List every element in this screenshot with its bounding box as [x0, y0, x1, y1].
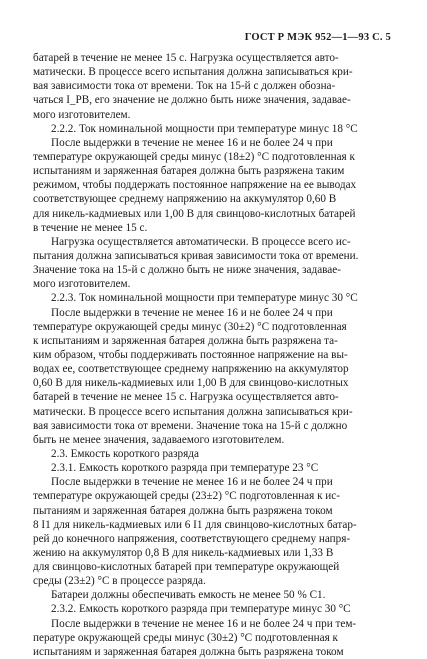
text-line: для никель-кадмиевых или 1,00 В для свинцово-кислотных батарей	[33, 207, 356, 220]
text-line: Нагрузка осуществляется автоматически. В процессе всего ис-	[51, 235, 351, 248]
text-line: 2.2.2. Ток номинальной мощности при температуре минус 18 °C	[51, 122, 358, 135]
text-line: режимом, чтобы поддержать постоянное напряжение на ее выводах	[33, 179, 357, 192]
text-line: рей до конечного напряжения, соответствующего среднему напря-	[33, 532, 351, 545]
text-line: батарей в течение не менее 15 с. Нагрузка осуществляется авто-	[33, 52, 339, 64]
text-line: пературе окружающей среды минус (30±2) °C подготовленная к	[33, 631, 338, 644]
text-line: Значение тока на 15-й с должно быть не ниже значения, задавае-	[33, 264, 341, 277]
text-line: чаться I_PB, его значение не должно быть ниже значения, задавае-	[33, 94, 351, 107]
text-line: испытаниям и заряженная батарея должна быть разряжена таким	[33, 165, 345, 178]
text-line: испытаниям и заряженная батарея должна быть разряжена током	[33, 645, 344, 658]
text-line: температуре окружающей среды минус (18±2) °C подготовленная к	[33, 150, 355, 163]
text-line: соответствующее среднему напряжению на аккумулятор 0,60 В	[33, 193, 337, 206]
text-line: быть не менее значения, задаваемого изготовителем.	[33, 433, 285, 446]
text-line: 2.3.2. Емкость короткого разряда при температуре минус 30 °C	[51, 603, 351, 616]
document-body	[33, 51, 391, 659]
text-line: 2.3. Емкость короткого разряда	[51, 447, 199, 460]
text-line: вая зависимости тока от времени. Значение тока на 15-й с должно	[33, 419, 348, 432]
text-line: водах ее, соответствующее среднему напряжению на аккумулятор	[33, 363, 349, 376]
text-line: батарей в течение не менее 15 с. Нагрузка осуществляется авто-	[33, 391, 339, 404]
text-line: 8 I1 для никель-кадмиевых или 6 I1 для свинцово-кислотных батар-	[33, 518, 357, 531]
text-line: Батареи должны обеспечивать емкость не менее 50 % C1.	[51, 589, 326, 602]
text-line: мого изготовителем.	[33, 278, 131, 291]
text-line: жению на аккумулятор 0,8 В для никель-кадмиевых или 1,33 В	[33, 546, 334, 559]
text-line: После выдержки в течение не менее 16 и не более 24 ч при	[51, 306, 333, 319]
text-line: пытаниям и заряженная батарея должна быть разряжена током	[33, 504, 333, 517]
page-header: ГОСТ Р МЭК 952—1—93 С. 5	[244, 32, 391, 43]
text-line: После выдержки в течение не менее 16 и не более 24 ч при	[51, 136, 333, 149]
text-line: к испытаниям и заряженная батарея должна быть разряжена та-	[33, 334, 338, 347]
text-line: температуре окружающей среды (23±2) °C подготовленная к ис-	[33, 490, 340, 503]
text-line: матически. В процессе всего испытания должна записываться кри-	[33, 405, 353, 418]
text-line: 2.3.1. Емкость короткого разряда при температуре 23 °C	[51, 462, 319, 475]
text-line: После выдержки в течение не менее 16 и не более 24 ч при	[51, 476, 333, 489]
text-line: 2.2.3. Ток номинальной мощности при температуре минус 30 °C	[51, 292, 358, 305]
text-line: температуре окружающей среды минус (30±2) °C подготовленная	[33, 320, 347, 333]
text-line: для свинцово-кислотных батарей при температуре окружающей	[33, 561, 340, 574]
text-line: 0,60 В для никель-кадмиевых или 1,00 В для свинцово-кислотных	[33, 377, 349, 390]
text-line: пытания должна записываться кривая зависимости тока от времени.	[33, 249, 359, 262]
text-line: среды (23±2) °C в процессе разряда.	[33, 575, 206, 588]
text-line: После выдержки в течение не менее 16 и не более 24 ч при тем-	[51, 617, 357, 630]
text-line: вая зависимости тока от времени. Ток на 15-й с должен обозна-	[33, 80, 336, 93]
text-line: в течение не менее 15 с.	[33, 221, 148, 234]
text-line: ким образом, чтобы поддерживать постоянное напряжение на вы-	[33, 348, 348, 361]
text-line: матически. В процессе всего испытания должна записываться кри-	[33, 66, 353, 79]
text-line: мого изготовителем.	[33, 108, 131, 121]
